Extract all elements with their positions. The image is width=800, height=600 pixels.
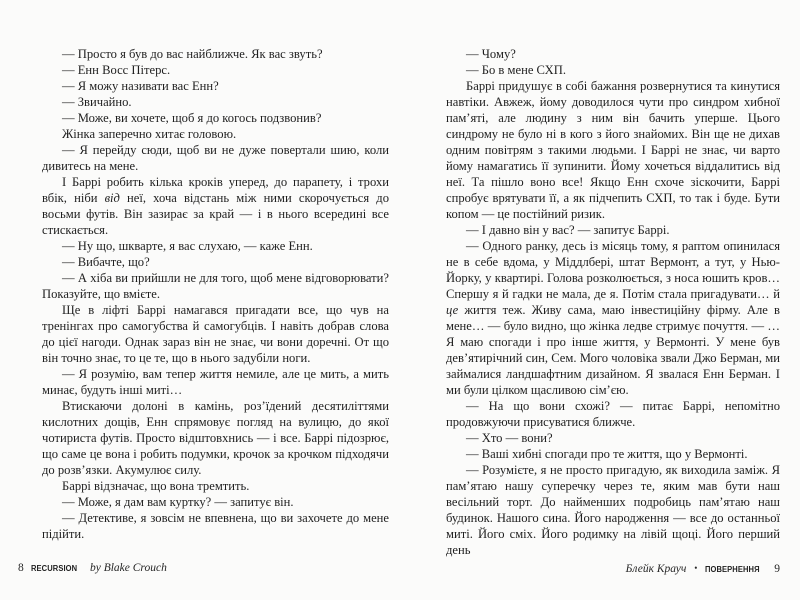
book-paragraph: [42, 174, 389, 238]
text-run: неї, хоча відстань між ними скорочується до восьми футів. Він зазирає за край — і в нього всередині все стискається.: [42, 191, 390, 237]
text-run: — Просто я був до вас найближче. Як вас звуть?: [62, 47, 323, 61]
book-paragraph: [446, 46, 780, 62]
left-page-text-column: [42, 46, 389, 542]
book-paragraph: [42, 398, 389, 478]
book-title-original: RECURSION: [30, 563, 77, 573]
book-paragraph: [446, 398, 780, 430]
text-run: — А хіба ви прийшли не для того, щоб мене відговорювати? Показуйте, що вмієте.: [42, 271, 389, 301]
book-title-translated: ПОВЕРНЕННЯ: [705, 564, 760, 574]
text-run: — Вибачте, що?: [62, 255, 150, 269]
book-paragraph: [42, 110, 389, 126]
text-run: — Звичайно.: [62, 95, 132, 109]
book-author: Блейк Крауч: [625, 563, 687, 575]
text-run: — Може, ви хочете, щоб я до когось подзвонив?: [62, 111, 322, 125]
book-paragraph: [42, 494, 389, 510]
text-run: — Одного ранку, десь із місяць тому, я раптом опинилася не в себе вдома, у Міддлбері, штат Вермонт, а тут, у Нью-Йорку, у квартирі. Голова розколюється, з носа юшить кров… Спершу я й гадки не мала, де я. Потім стала пригадувати… й: [446, 239, 780, 301]
text-run: — Детективе, я зовсім не впевнена, що ви захочете до мене підійти.: [42, 511, 389, 541]
book-paragraph: [42, 510, 389, 542]
text-run: — Бо в мене СХП.: [466, 63, 566, 77]
book-paragraph: [42, 270, 389, 302]
italic-text-run: це: [446, 303, 459, 317]
text-run: — Ну що, шкварте, я вас слухаю, — каже Енн.: [62, 239, 313, 253]
book-paragraph: [446, 430, 780, 446]
text-run: — Енн Восс Пітерс.: [62, 63, 171, 77]
left-page-footer: [18, 561, 167, 575]
book-paragraph: [446, 446, 780, 462]
book-paragraph: [42, 46, 389, 62]
book-paragraph: [42, 62, 389, 78]
text-run: — Чому?: [466, 47, 516, 61]
right-page-footer: [626, 561, 780, 576]
book-paragraph: [42, 238, 389, 254]
text-run: — Ваші хибні спогади про те життя, що у Вермонті.: [466, 447, 748, 461]
text-run: Баррі придушує в собі бажання розвернутися та кинутися навтіки. Авжеж, йому доводилося чути про синдром хибної пам’яті, але людину з ним він бачить уперше. Цього синдрому не було ні в кого з його знайомих. Він ще не дихав одним повітрям з такими людьми. І Баррі не знає, чи варто йому намагатись її зупинити. Йому хочеться віддалитись від неї. Та пішло воно все! Якщо Енн схоче зіскочити, Баррі спробує врятувати її, а як підчепить СХП, то так і буде. Бути копом — це постійний ризик.: [446, 79, 780, 221]
book-paragraph: [446, 238, 780, 398]
book-paragraph: [446, 78, 780, 222]
text-run: — Розумієте, я не просто пригадую, як виходила заміж. Я пам’ятаю нашу суперечку через те, яким мав бути наш весільний торт. До найменших подробиць пам’ятаю наш будинок. Нашого сина. Його народження — все до останньої миті. Його сміх. Його родимку на лівій щоці. Його перший день: [446, 463, 780, 557]
book-paragraph: [446, 62, 780, 78]
book-paragraph: [42, 94, 389, 110]
book-paragraph: [42, 366, 389, 398]
book-paragraph: [42, 78, 389, 94]
footer-bullet-separator: •: [694, 563, 698, 573]
text-run: Жінка заперечно хитає головою.: [62, 127, 237, 141]
text-run: — Може, я дам вам куртку? — запитує він.: [62, 495, 294, 509]
text-run: — І давно він у вас? — запитує Баррі.: [466, 223, 670, 237]
text-run: — Хто — вони?: [466, 431, 553, 445]
book-paragraph: [42, 142, 389, 174]
book-paragraph: [42, 254, 389, 270]
italic-text-run: від: [104, 191, 120, 205]
book-paragraph: [446, 222, 780, 238]
text-run: І Баррі робить кілька кроків уперед, до парапету, і трохи вбік, ніби: [42, 175, 389, 205]
text-run: життя теж. Живу сама, маю інвестиційну фірму. Але в мене… — було видно, що жінка ледве стримує почуття. — …Я маю спогади і про інше життя, у Вермонті. У мене був дев’ятирічний син, Сем. Мого чоловіка звали Джо Берман, ми займалися ландшафтним дизайном. Я звалася Енн Берман. І ми були цілком щасливою сім’єю.: [446, 303, 780, 397]
book-paragraph: [42, 302, 389, 366]
book-byline: by Blake Crouch: [89, 562, 167, 574]
text-run: Втискаючи долоні в камінь, роз’їдений десятиліттями кислотних дощів, Енн спрямовує погляд на вулицю, до якої чотириста футів. Просто відштовхнись — і все. Баррі підозрює, що саме це вона і робить подумки, крочок за крочком підходячи до розв’язки. Акумулює силу.: [42, 399, 389, 477]
text-run: Баррі відзначає, що вона тремтить.: [62, 479, 250, 493]
text-run: — Я перейду сюди, щоб ви не дуже повертали шию, коли дивитесь на мене.: [42, 143, 389, 173]
right-page-number: 9: [774, 563, 780, 575]
left-page-number: 8: [18, 562, 24, 574]
book-paragraph: [42, 126, 389, 142]
book-paragraph: [446, 462, 780, 558]
text-run: Ще в ліфті Баррі намагався пригадати все, що чув на тренінгах про самогубства й самогубців. І навіть добрав слова до цієї нагоди. Однак зараз він не знає, чи вони доречні. От що він точно знає, то це те, що в нього задубіли ноги.: [42, 303, 389, 365]
text-run: — Я можу називати вас Енн?: [62, 79, 219, 93]
text-run: — На що вони схожі? — питає Баррі, непомітно продовжуючи присуватися ближче.: [446, 399, 780, 429]
text-run: — Я розумію, вам тепер життя немиле, але це мить, а мить минає, будуть інші миті…: [42, 367, 389, 397]
book-paragraph: [42, 478, 389, 494]
right-page-text-column: [446, 46, 780, 558]
